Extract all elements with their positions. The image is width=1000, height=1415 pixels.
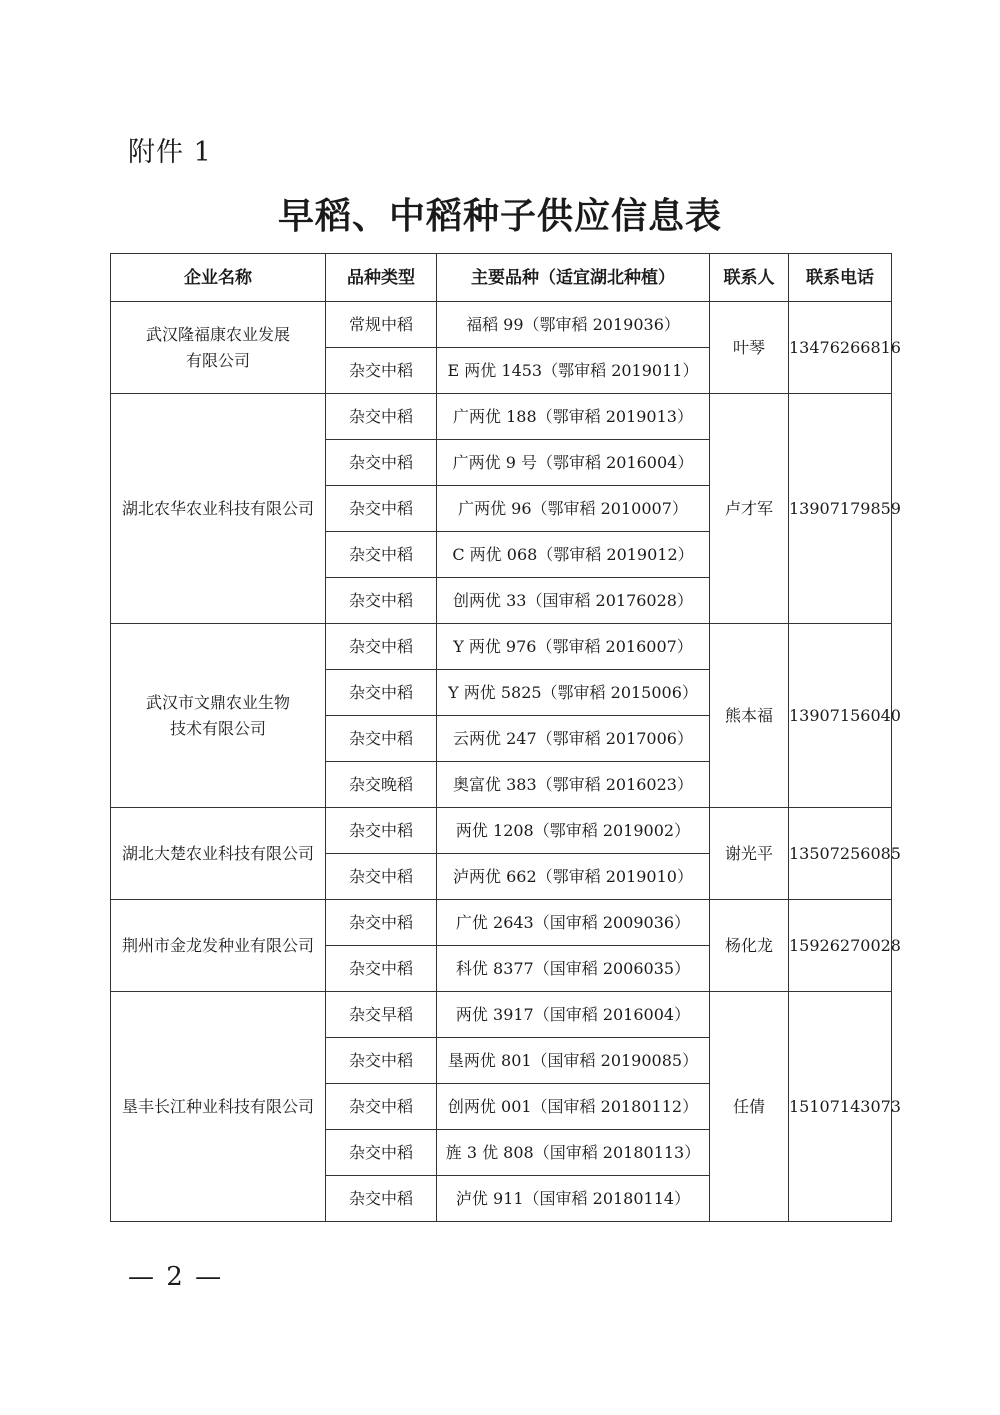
table-row: [111, 302, 892, 348]
contact-person-cell: 叶琴: [710, 302, 789, 394]
page-number: — 2 —: [128, 1262, 224, 1292]
contact-phone-cell: 13907156040: [789, 624, 892, 808]
main-variety-cell: 科优 8377（国审稻 2006035）: [437, 946, 710, 992]
variety-type-cell: 杂交中稻: [326, 486, 437, 532]
main-variety-cell: 垦两优 801（国审稻 20190085）: [437, 1038, 710, 1084]
variety-type-cell: 杂交中稻: [326, 394, 437, 440]
company-name-cell: 武汉市文鼎农业生物 技术有限公司: [111, 624, 326, 808]
variety-type-cell: 杂交中稻: [326, 900, 437, 946]
header-phone: 联系电话: [789, 254, 892, 302]
table-body: [111, 302, 901, 1222]
variety-type-cell: 杂交晚稻: [326, 762, 437, 808]
header-company: 企业名称: [111, 254, 326, 302]
main-variety-cell: 两优 3917（国审稻 2016004）: [437, 992, 710, 1038]
main-variety-cell: 云两优 247（鄂审稻 2017006）: [437, 716, 710, 762]
main-variety-cell: 两优 1208（鄂审稻 2019002）: [437, 808, 710, 854]
variety-type-cell: 常规中稻: [326, 302, 437, 348]
variety-type-cell: 杂交中稻: [326, 808, 437, 854]
main-variety-cell: E 两优 1453（鄂审稻 2019011）: [437, 348, 710, 394]
company-name-cell: 荆州市金龙发种业有限公司: [111, 900, 326, 992]
variety-type-cell: 杂交中稻: [326, 1084, 437, 1130]
contact-person-cell: 任倩: [710, 992, 789, 1222]
variety-type-cell: 杂交中稻: [326, 1130, 437, 1176]
variety-type-cell: 杂交中稻: [326, 578, 437, 624]
main-variety-cell: 广两优 96（鄂审稻 2010007）: [437, 486, 710, 532]
main-variety-cell: 广两优 9 号（鄂审稻 2016004）: [437, 440, 710, 486]
variety-type-cell: 杂交中稻: [326, 440, 437, 486]
main-variety-cell: Y 两优 976（鄂审稻 2016007）: [437, 624, 710, 670]
main-variety-cell: C 两优 068（鄂审稻 2019012）: [437, 532, 710, 578]
page-title: 早稻、中稻种子供应信息表: [277, 196, 722, 237]
attachment-label: 附件 1: [128, 137, 212, 168]
company-name-cell: 垦丰长江种业科技有限公司: [111, 992, 326, 1222]
header-main-varieties: 主要品种（适宜湖北种植）: [437, 254, 710, 302]
table-row: [111, 624, 892, 670]
table-row: [111, 394, 892, 440]
main-variety-cell: Y 两优 5825（鄂审稻 2015006）: [437, 670, 710, 716]
contact-person-cell: 卢才军: [710, 394, 789, 624]
main-variety-cell: 泸优 911（国审稻 20180114）: [437, 1176, 710, 1222]
contact-phone-cell: 15107143073: [789, 992, 892, 1222]
contact-phone-cell: 13907179859: [789, 394, 892, 624]
variety-type-cell: 杂交中稻: [326, 854, 437, 900]
seed-supply-table: [110, 253, 901, 1222]
variety-type-cell: 杂交中稻: [326, 532, 437, 578]
main-variety-cell: 广两优 188（鄂审稻 2019013）: [437, 394, 710, 440]
company-name-cell: 武汉隆福康农业发展 有限公司: [111, 302, 326, 394]
main-variety-cell: 奥富优 383（鄂审稻 2016023）: [437, 762, 710, 808]
main-variety-cell: 广优 2643（国审稻 2009036）: [437, 900, 710, 946]
table-row: [111, 808, 892, 854]
table-row: [111, 992, 892, 1038]
contact-phone-cell: 15926270028: [789, 900, 892, 992]
variety-type-cell: 杂交中稻: [326, 670, 437, 716]
contact-phone-cell: 13476266816: [789, 302, 892, 394]
table-header-row: [111, 254, 892, 302]
variety-type-cell: 杂交中稻: [326, 348, 437, 394]
header-contact: 联系人: [710, 254, 789, 302]
variety-type-cell: 杂交中稻: [326, 1176, 437, 1222]
contact-person-cell: 谢光平: [710, 808, 789, 900]
main-variety-cell: 旌 3 优 808（国审稻 20180113）: [437, 1130, 710, 1176]
contact-person-cell: 杨化龙: [710, 900, 789, 992]
main-variety-cell: 创两优 001（国审稻 20180112）: [437, 1084, 710, 1130]
company-name-cell: 湖北大楚农业科技有限公司: [111, 808, 326, 900]
main-variety-cell: 泸两优 662（鄂审稻 2019010）: [437, 854, 710, 900]
main-variety-cell: 福稻 99（鄂审稻 2019036）: [437, 302, 710, 348]
variety-type-cell: 杂交中稻: [326, 716, 437, 762]
contact-person-cell: 熊本福: [710, 624, 789, 808]
variety-type-cell: 杂交中稻: [326, 946, 437, 992]
variety-type-cell: 杂交中稻: [326, 624, 437, 670]
header-variety-type: 品种类型: [326, 254, 437, 302]
company-name-cell: 湖北农华农业科技有限公司: [111, 394, 326, 624]
variety-type-cell: 杂交中稻: [326, 1038, 437, 1084]
contact-phone-cell: 13507256085: [789, 808, 892, 900]
variety-type-cell: 杂交早稻: [326, 992, 437, 1038]
table-row: [111, 900, 892, 946]
main-variety-cell: 创两优 33（国审稻 20176028）: [437, 578, 710, 624]
